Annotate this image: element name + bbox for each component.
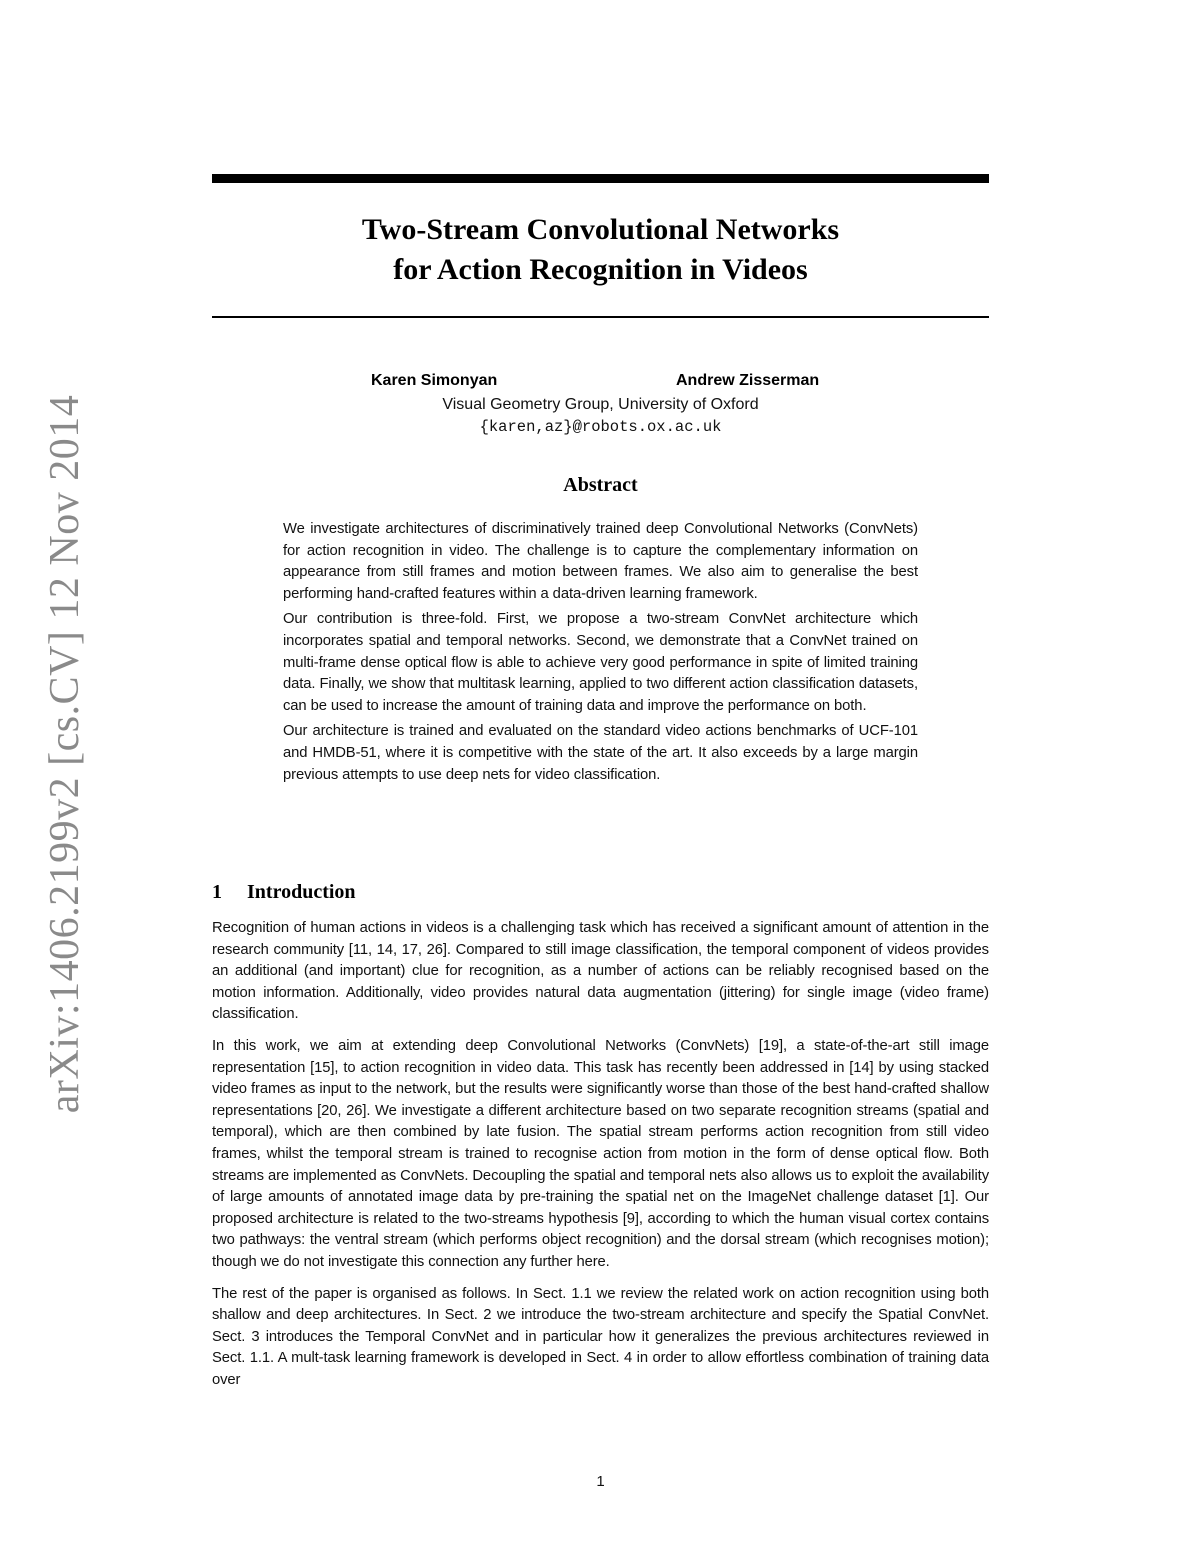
abstract-paragraph: Our architecture is trained and evaluated on the standard video actions benchmarks of UCF-101 and HMDB-51, where it is competitive with the state of the art. It also exceeds by a large margin previous attempts to use deep nets for video classification. — [283, 723, 918, 783]
section-number: 1 — [212, 881, 222, 903]
title-line-1: Two-Stream Convolutional Networks — [361, 213, 840, 246]
section-title: Introduction — [247, 881, 356, 903]
abstract-paragraph: We investigate architectures of discriminatively trained deep Convolutional Networks (ConvNets) for action recognition in video. The challenge is to capture the complementary information on appearance from still frames and motion between frames. We also aim to generalise the best performing hand-crafted features within a data-driven learning framework. — [283, 521, 918, 602]
abstract-paragraph: Our contribution is three-fold. First, we propose a two-stream ConvNet architecture which incorporates spatial and temporal networks. Second, we demonstrate that a ConvNet trained on multi-frame dense optical flow is able to achieve very good performance in spite of limited training data. Finally, we show that multitask learning, applied to two different action classification datasets, can be used to increase the amount of training data and improve the performance on both. — [283, 611, 918, 714]
author-email: {karen,az}@robots.ox.ac.uk — [479, 418, 722, 436]
page-number: 1 — [596, 1473, 605, 1490]
paper-title — [212, 210, 989, 290]
section-heading-introduction — [212, 878, 989, 906]
author-block — [212, 372, 989, 396]
author-affiliation: Visual Geometry Group, University of Oxford — [442, 396, 759, 413]
author-name: Andrew Zisserman — [676, 372, 820, 389]
body-paragraph: The rest of the paper is organised as follows. In Sect. 1.1 we review the related work on action recognition using both shallow and deep architectures. In Sect. 2 we introduce the two-stream architecture and specify the Spatial ConvNet. Sect. 3 introduces the Temporal ConvNet and in particular how it generalizes the previous architectures reviewed in Sect. 1.1. A mult-task learning framework is developed in Sect. 4 in order to allow effortless combination of training data over — [212, 1285, 989, 1388]
title-bottom-rule — [212, 316, 989, 318]
abstract-body — [283, 519, 918, 790]
arxiv-identifier-text: arXiv:1406.2199v2 [cs.CV] 12 Nov 2014 — [42, 394, 88, 1114]
body-paragraph: In this work, we aim at extending deep Convolutional Networks (ConvNets) [19], a state-of-the-art still image representation [15], to action recognition in video data. This task has recently been addressed in [14] by using stacked video frames as input to the network, but the results were significantly worse than those of the best hand-crafted shallow representations [20, 26]. We investigate a different architecture based on two separate recognition streams (spatial and temporal), which are then combined by late fusion. The spatial stream performs action recognition from still video frames, whilst the temporal stream is trained to recognise action from motion in the form of dense optical flow. Both streams are implemented as ConvNets. Decoupling the spatial and temporal nets also allows us to exploit the availability of large amounts of annotated image data by pre-training the spatial net on the ImageNet challenge dataset [1]. Our proposed architecture is related to the two-streams hypothesis [9], according to which the human visual cortex contains two pathways: the ventral stream (which performs object recognition) and the dorsal stream (which recognises motion); though we do not investigate this connection any further here. — [212, 1037, 989, 1270]
title-line-2: for Action Recognition in Videos — [393, 253, 808, 286]
title-top-rule — [212, 174, 989, 183]
arxiv-identifier — [24, 394, 106, 1114]
body-paragraph: Recognition of human actions in videos is a challenging task which has received a significant amount of attention in the research community [11, 14, 17, 26]. Compared to still image classification, the temporal component of videos provides an additional (and important) clue for recognition, as a number of actions can be reliably recognised based on the motion information. Additionally, video provides natural data augmentation (jittering) for single image (video frame) classification. — [212, 920, 989, 1023]
author-name: Karen Simonyan — [371, 372, 498, 389]
abstract-heading: Abstract — [563, 474, 638, 496]
introduction-body — [212, 918, 989, 1401]
